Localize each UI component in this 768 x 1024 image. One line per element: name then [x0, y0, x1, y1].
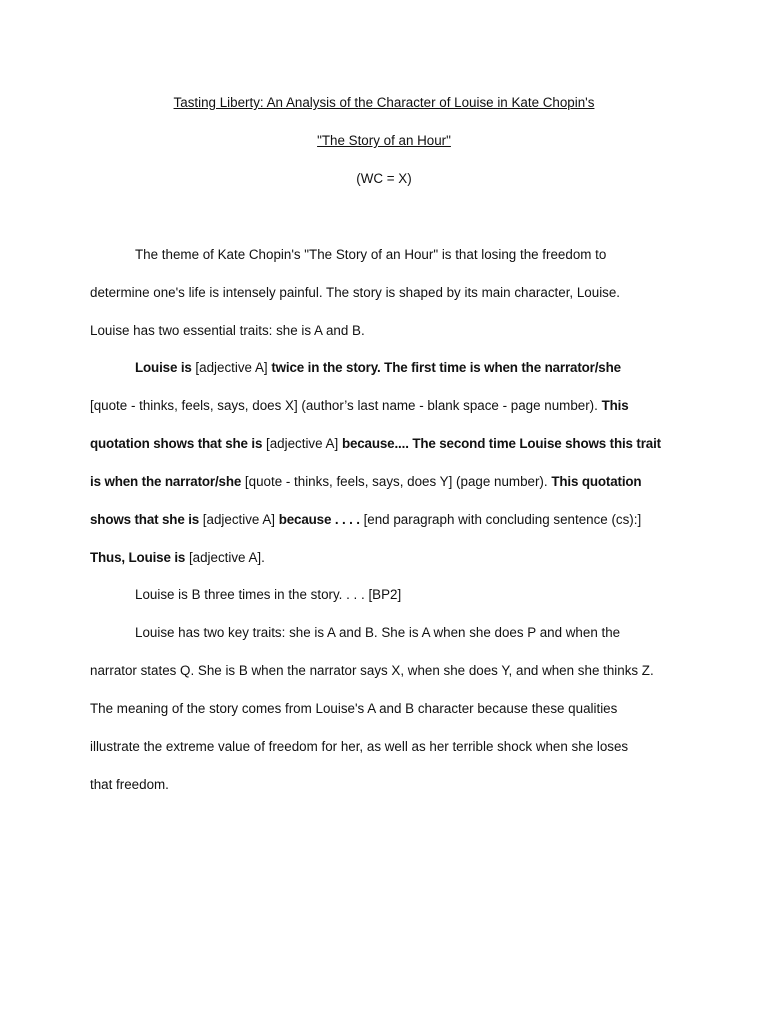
title-line-2 — [0, 132, 768, 150]
bp1-bold: twice in the story. The first time is when the narrator/she — [271, 360, 621, 375]
conclusion-line-1: Louise has two key traits: she is A and B. She is A when she does P and when the — [135, 625, 621, 640]
bp1-bold: because . . . . — [278, 512, 360, 527]
essay-title: Tasting Liberty: An Analysis of the Character of Louise in Kate Chopin's — [173, 95, 595, 110]
intro-line-2: determine one's life is intensely painful. The story is shaped by its main character, Louise. — [90, 285, 621, 300]
bp1-text: [quote - thinks, feels, says, does Y] (page number). — [241, 474, 552, 489]
bp1-bold: Thus, Louise is — [90, 550, 186, 565]
bp1-line-4 — [90, 473, 641, 491]
title-line-1 — [0, 94, 768, 112]
bp1-bold: Louise is — [135, 360, 192, 375]
bp1-bold: because.... The second time Louise shows this trait — [341, 436, 661, 451]
bp1-bold: shows that she is — [90, 512, 200, 527]
bp1-bold: quotation shows that she is — [90, 436, 263, 451]
conclusion-line-4: illustrate the extreme value of freedom for her, as well as her terrible shock when she loses — [90, 739, 629, 754]
bp1-bold: This — [601, 398, 629, 413]
bp1-line-5 — [90, 511, 641, 529]
word-count: (WC = X) — [356, 171, 412, 186]
conclusion-line-5: that freedom. — [90, 777, 169, 792]
bp1-line-3 — [90, 435, 661, 453]
conclusion-line-2: narrator states Q. She is B when the narrator says X, when she does Y, and when she thinks Z. — [90, 663, 654, 678]
bp1-text: [end paragraph with concluding sentence (cs):] — [359, 512, 642, 527]
intro-line-3: Louise has two essential traits: she is A and B. — [90, 323, 365, 338]
bp1-text: [quote - thinks, feels, says, does X] (author’s last name - blank space - page number). — [90, 398, 602, 413]
bp1-bold: is when the narrator/she — [90, 474, 242, 489]
bp1-text: [adjective A] — [191, 360, 272, 375]
bp1-text: [adjective A] — [199, 512, 279, 527]
bp1-text: [adjective A] — [262, 436, 342, 451]
bp1-line-2 — [90, 397, 629, 415]
conclusion-line-3: The meaning of the story comes from Louise's A and B character because these qualities — [90, 701, 618, 716]
bp1-line-6 — [90, 549, 265, 567]
intro-line-1: The theme of Kate Chopin's "The Story of an Hour" is that losing the freedom to — [135, 247, 607, 262]
bp1-text: [adjective A]. — [185, 550, 265, 565]
bp1-bold: This quotation — [551, 474, 642, 489]
bp2-line-1: Louise is B three times in the story. . . . [BP2] — [135, 587, 402, 602]
bp1-line-1 — [135, 359, 621, 377]
story-title: "The Story of an Hour" — [317, 133, 451, 148]
